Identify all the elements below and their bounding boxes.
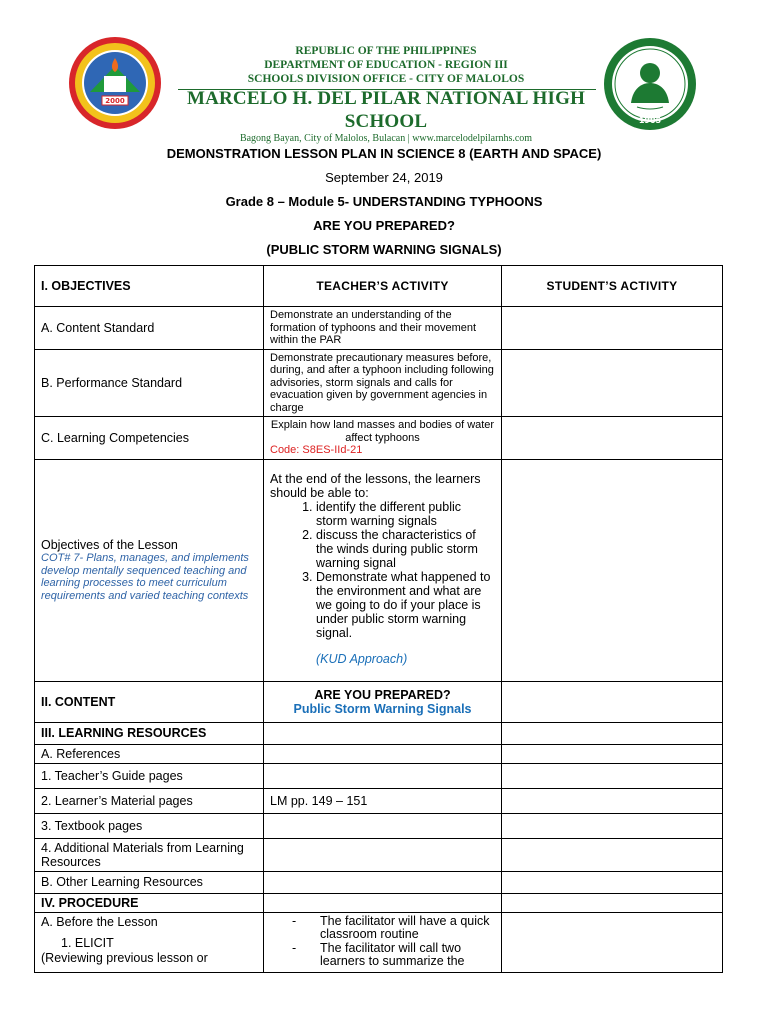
references-teacher (264, 744, 502, 763)
objectives-header: I. OBJECTIVES (35, 266, 264, 307)
learners-material-value: LM pp. 149 – 151 (264, 788, 502, 813)
procedure-student (502, 893, 723, 912)
table-row (35, 266, 723, 307)
objectives-student-cell (502, 459, 723, 681)
procedure-label: IV. PROCEDURE (35, 893, 264, 912)
list-item: - The facilitator will call two learners to summarize the (292, 942, 495, 969)
svg-text:1905: 1905 (638, 116, 662, 125)
textbook-student (502, 813, 723, 838)
content-question: ARE YOU PREPARED? (314, 687, 451, 702)
teachers-guide-teacher (264, 763, 502, 788)
learning-competencies-code: Code: S8ES-IId-21 (270, 444, 363, 456)
school-address: Bagong Bayan, City of Malolos, Bulacan | www.marcelodelpilarnhs.com (239, 133, 533, 144)
division-line: SCHOOLS DIVISION OFFICE - CITY OF MALOLOS (247, 73, 525, 85)
table-row (35, 763, 723, 788)
learning-resources-teacher (264, 722, 502, 744)
table-row (35, 681, 723, 722)
table-row (35, 838, 723, 871)
table-row (35, 813, 723, 838)
objectives-list (270, 500, 495, 640)
content-standard-label: A. Content Standard (35, 307, 264, 350)
table-row (35, 349, 723, 417)
table-row (35, 417, 723, 460)
content-student (502, 681, 723, 722)
content-topic: Public Storm Warning Signals (293, 701, 472, 716)
letterhead (0, 30, 768, 144)
learning-competencies-cell (264, 417, 502, 460)
before-lesson-cell (35, 912, 264, 972)
letterhead-text (176, 44, 596, 145)
before-lesson-student (502, 912, 723, 972)
performance-standard-text: Demonstrate precautionary measures before, during, and after a typhoon including following advisories, storm signals and calls for evacuation given by government agencies in charge (264, 349, 502, 417)
procedure-teacher (264, 893, 502, 912)
table-row (35, 307, 723, 350)
elicit-description: (Reviewing previous lesson or (41, 950, 208, 965)
question-title: ARE YOU PREPARED? (313, 218, 455, 233)
lesson-plan-table (34, 265, 723, 973)
before-lesson-label: A. Before the Lesson (41, 914, 158, 929)
subtitle: (PUBLIC STORM WARNING SIGNALS) (266, 242, 502, 257)
references-student (502, 744, 723, 763)
before-lesson-teacher (264, 912, 502, 972)
additional-materials-label: 4. Additional Materials from Learning Resources (35, 838, 264, 871)
table-row (35, 893, 723, 912)
teachers-guide-student (502, 763, 723, 788)
objectives-cot-text: COT# 7- Plans, manages, and implements develop mentally sequenced teaching and learning processes to meet curriculum requirements and varied teaching contexts (41, 552, 249, 602)
plan-title: DEMONSTRATION LESSON PLAN IN SCIENCE 8 (EARTH AND SPACE) (166, 146, 602, 161)
other-resources-student (502, 871, 723, 893)
other-resources-label: B. Other Learning Resources (35, 871, 264, 893)
elicit-label: 1. ELICIT (61, 935, 114, 950)
module-title: Grade 8 – Module 5- UNDERSTANDING TYPHOONS (225, 194, 543, 209)
list-item: 3. Demonstrate what happened to the environment and what are we going to do if your place is under public storm warning signal. (316, 570, 495, 640)
references-label: A. References (35, 744, 264, 763)
republic-line: REPUBLIC OF THE PHILIPPINES (295, 45, 477, 57)
list-item: - The facilitator will have a quick classroom routine (292, 915, 495, 942)
objectives-teacher-cell (264, 459, 502, 681)
learners-material-student (502, 788, 723, 813)
learning-competencies-label: C. Learning Competencies (35, 417, 264, 460)
content-cell (264, 681, 502, 722)
school-name: MARCELO H. DEL PILAR NATIONAL HIGH SCHOOL (186, 88, 586, 132)
other-resources-teacher (264, 871, 502, 893)
teachers-guide-label: 1. Teacher’s Guide pages (35, 763, 264, 788)
textbook-label: 3. Textbook pages (35, 813, 264, 838)
deped-seal-icon (68, 36, 162, 130)
performance-standard-label: B. Performance Standard (35, 349, 264, 417)
lesson-titles (0, 144, 768, 258)
objectives-lesson-cell (35, 459, 264, 681)
additional-materials-teacher (264, 838, 502, 871)
table-row (35, 912, 723, 972)
objectives-intro: At the end of the lessons, the learners should be able to: (270, 471, 481, 500)
svg-text:2000: 2000 (105, 97, 125, 105)
table-row (35, 459, 723, 681)
objectives-lesson-label: Objectives of the Lesson (41, 538, 178, 552)
table-row (35, 722, 723, 744)
learners-material-label: 2. Learner’s Material pages (35, 788, 264, 813)
textbook-teacher (264, 813, 502, 838)
learning-resources-student (502, 722, 723, 744)
learning-competencies-text: Explain how land masses and bodies of water affect typhoons (270, 419, 495, 444)
table-row (35, 744, 723, 763)
header-rule-top (178, 89, 596, 90)
learning-competencies-student (502, 417, 723, 460)
content-standard-student (502, 307, 723, 350)
plan-date: September 24, 2019 (325, 170, 443, 185)
content-standard-text: Demonstrate an understanding of the formation of typhoons and their movement within the PAR (264, 307, 502, 350)
additional-materials-student (502, 838, 723, 871)
kud-approach: (KUD Approach) (316, 651, 408, 666)
school-seal-icon (603, 37, 697, 131)
table-row (35, 871, 723, 893)
teacher-activity-header: TEACHER’S ACTIVITY (264, 266, 502, 307)
table-row (35, 788, 723, 813)
performance-standard-student (502, 349, 723, 417)
content-label: II. CONTENT (35, 681, 264, 722)
before-lesson-list (270, 915, 495, 969)
department-line: DEPARTMENT OF EDUCATION - REGION III (264, 59, 508, 71)
learning-resources-label: III. LEARNING RESOURCES (35, 722, 264, 744)
list-item: 1. identify the different public storm warning signals (316, 500, 495, 528)
list-item: 2. discuss the characteristics of the winds during public storm warning signal (316, 528, 495, 570)
student-activity-header: STUDENT’S ACTIVITY (502, 266, 723, 307)
